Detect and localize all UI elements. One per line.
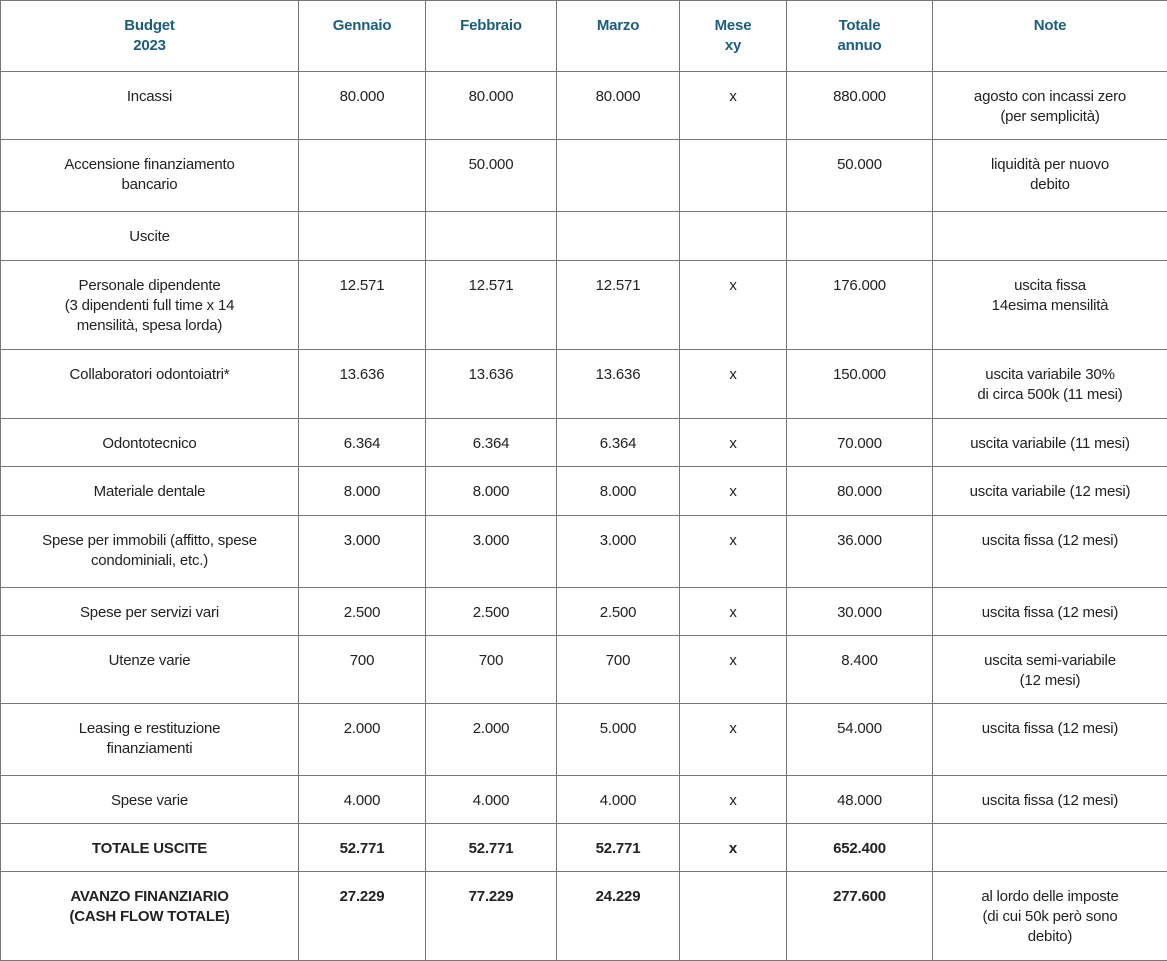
cell-marzo: 12.571 [557,261,680,350]
cell-marzo: 8.000 [557,467,680,516]
header-totale-annuo: Totale annuo [787,1,933,72]
row-label: TOTALE USCITE [1,824,299,872]
cell-febbraio: 2.500 [426,588,557,636]
cell-totale-annuo: 30.000 [787,588,933,636]
cell-gennaio: 80.000 [299,72,426,140]
cell-totale-annuo: 176.000 [787,261,933,350]
header-mese-xy: Mese xy [680,1,787,72]
cell-marzo: 2.500 [557,588,680,636]
cell-febbraio: 8.000 [426,467,557,516]
table-row [1,350,1167,419]
cell-note: uscita fissa (12 mesi) [933,516,1167,588]
row-label: Uscite [1,212,299,261]
table-row [1,872,1167,961]
cell-marzo: 3.000 [557,516,680,588]
cell-totale-annuo: 80.000 [787,467,933,516]
cell-gennaio: 2.500 [299,588,426,636]
cell-mese-xy: x [680,419,787,467]
row-label: Leasing e restituzione finanziamenti [1,704,299,776]
table-row [1,588,1167,636]
cell-note: uscita variabile 30% di circa 500k (11 mesi) [933,350,1167,419]
cell-gennaio: 3.000 [299,516,426,588]
cell-totale-annuo: 54.000 [787,704,933,776]
cell-febbraio: 700 [426,636,557,704]
cell-totale-annuo: 50.000 [787,140,933,212]
table-row [1,261,1167,350]
cell-mese-xy: x [680,350,787,419]
cell-febbraio: 52.771 [426,824,557,872]
cell-febbraio: 50.000 [426,140,557,212]
cell-febbraio: 3.000 [426,516,557,588]
cell-marzo: 52.771 [557,824,680,872]
cell-febbraio: 6.364 [426,419,557,467]
table-row [1,516,1167,588]
header-note: Note [933,1,1167,72]
cell-mese-xy [680,212,787,261]
table-row [1,704,1167,776]
cell-totale-annuo [787,212,933,261]
cell-gennaio: 4.000 [299,776,426,824]
cell-mese-xy: x [680,704,787,776]
header-febbraio: Febbraio [426,1,557,72]
cell-gennaio: 700 [299,636,426,704]
row-label: Personale dipendente (3 dipendenti full time x 14 mensilità, spesa lorda) [1,261,299,350]
cell-marzo [557,140,680,212]
cell-febbraio: 80.000 [426,72,557,140]
header-row [1,1,1167,72]
row-label: Accensione finanziamento bancario [1,140,299,212]
cell-note: uscita fissa 14esima mensilità [933,261,1167,350]
cell-gennaio: 52.771 [299,824,426,872]
cell-note: uscita fissa (12 mesi) [933,776,1167,824]
cell-marzo: 13.636 [557,350,680,419]
cell-marzo: 5.000 [557,704,680,776]
cell-note: agosto con incassi zero (per semplicità) [933,72,1167,140]
cell-marzo: 6.364 [557,419,680,467]
cell-febbraio: 77.229 [426,872,557,961]
cell-note: uscita variabile (12 mesi) [933,467,1167,516]
cell-totale-annuo: 70.000 [787,419,933,467]
cell-note [933,212,1167,261]
cell-mese-xy: x [680,467,787,516]
cell-marzo: 24.229 [557,872,680,961]
row-label: Spese per immobili (affitto, spese condominiali, etc.) [1,516,299,588]
table-row [1,467,1167,516]
cell-mese-xy: x [680,261,787,350]
header-marzo: Marzo [557,1,680,72]
row-label: Spese per servizi vari [1,588,299,636]
cell-mese-xy: x [680,636,787,704]
cell-totale-annuo: 277.600 [787,872,933,961]
row-label: AVANZO FINANZIARIO (CASH FLOW TOTALE) [1,872,299,961]
cell-totale-annuo: 150.000 [787,350,933,419]
row-label: Odontotecnico [1,419,299,467]
cell-mese-xy: x [680,516,787,588]
cell-totale-annuo: 48.000 [787,776,933,824]
cell-marzo [557,212,680,261]
cell-gennaio: 2.000 [299,704,426,776]
cell-febbraio [426,212,557,261]
cell-febbraio: 4.000 [426,776,557,824]
row-label: Collaboratori odontoiatri* [1,350,299,419]
table-row [1,212,1167,261]
table-row [1,419,1167,467]
cell-gennaio: 13.636 [299,350,426,419]
header-gennaio: Gennaio [299,1,426,72]
row-label: Spese varie [1,776,299,824]
cell-gennaio: 27.229 [299,872,426,961]
cell-mese-xy: x [680,776,787,824]
cell-note: uscita semi-variabile (12 mesi) [933,636,1167,704]
table-row [1,72,1167,140]
cell-gennaio [299,212,426,261]
row-label: Materiale dentale [1,467,299,516]
table-row [1,140,1167,212]
cell-marzo: 4.000 [557,776,680,824]
cell-note: uscita fissa (12 mesi) [933,704,1167,776]
cell-febbraio: 13.636 [426,350,557,419]
cell-note [933,824,1167,872]
cell-mese-xy: x [680,588,787,636]
table-row [1,776,1167,824]
cell-mese-xy: x [680,824,787,872]
cell-gennaio: 12.571 [299,261,426,350]
cell-note: uscita variabile (11 mesi) [933,419,1167,467]
cell-totale-annuo: 652.400 [787,824,933,872]
cell-note: liquidità per nuovo debito [933,140,1167,212]
cell-marzo: 80.000 [557,72,680,140]
cell-marzo: 700 [557,636,680,704]
cell-febbraio: 2.000 [426,704,557,776]
cell-totale-annuo: 36.000 [787,516,933,588]
cell-note: uscita fissa (12 mesi) [933,588,1167,636]
cell-gennaio: 8.000 [299,467,426,516]
table-row [1,824,1167,872]
cell-gennaio [299,140,426,212]
row-label: Incassi [1,72,299,140]
cell-febbraio: 12.571 [426,261,557,350]
cell-totale-annuo: 8.400 [787,636,933,704]
cell-gennaio: 6.364 [299,419,426,467]
cell-mese-xy [680,872,787,961]
table-row [1,636,1167,704]
cell-totale-annuo: 880.000 [787,72,933,140]
cell-mese-xy: x [680,72,787,140]
table-body [1,72,1167,961]
row-label: Utenze varie [1,636,299,704]
header-budget: Budget 2023 [1,1,299,72]
cell-note: al lordo delle imposte (di cui 50k però sono debito) [933,872,1167,961]
cell-mese-xy [680,140,787,212]
